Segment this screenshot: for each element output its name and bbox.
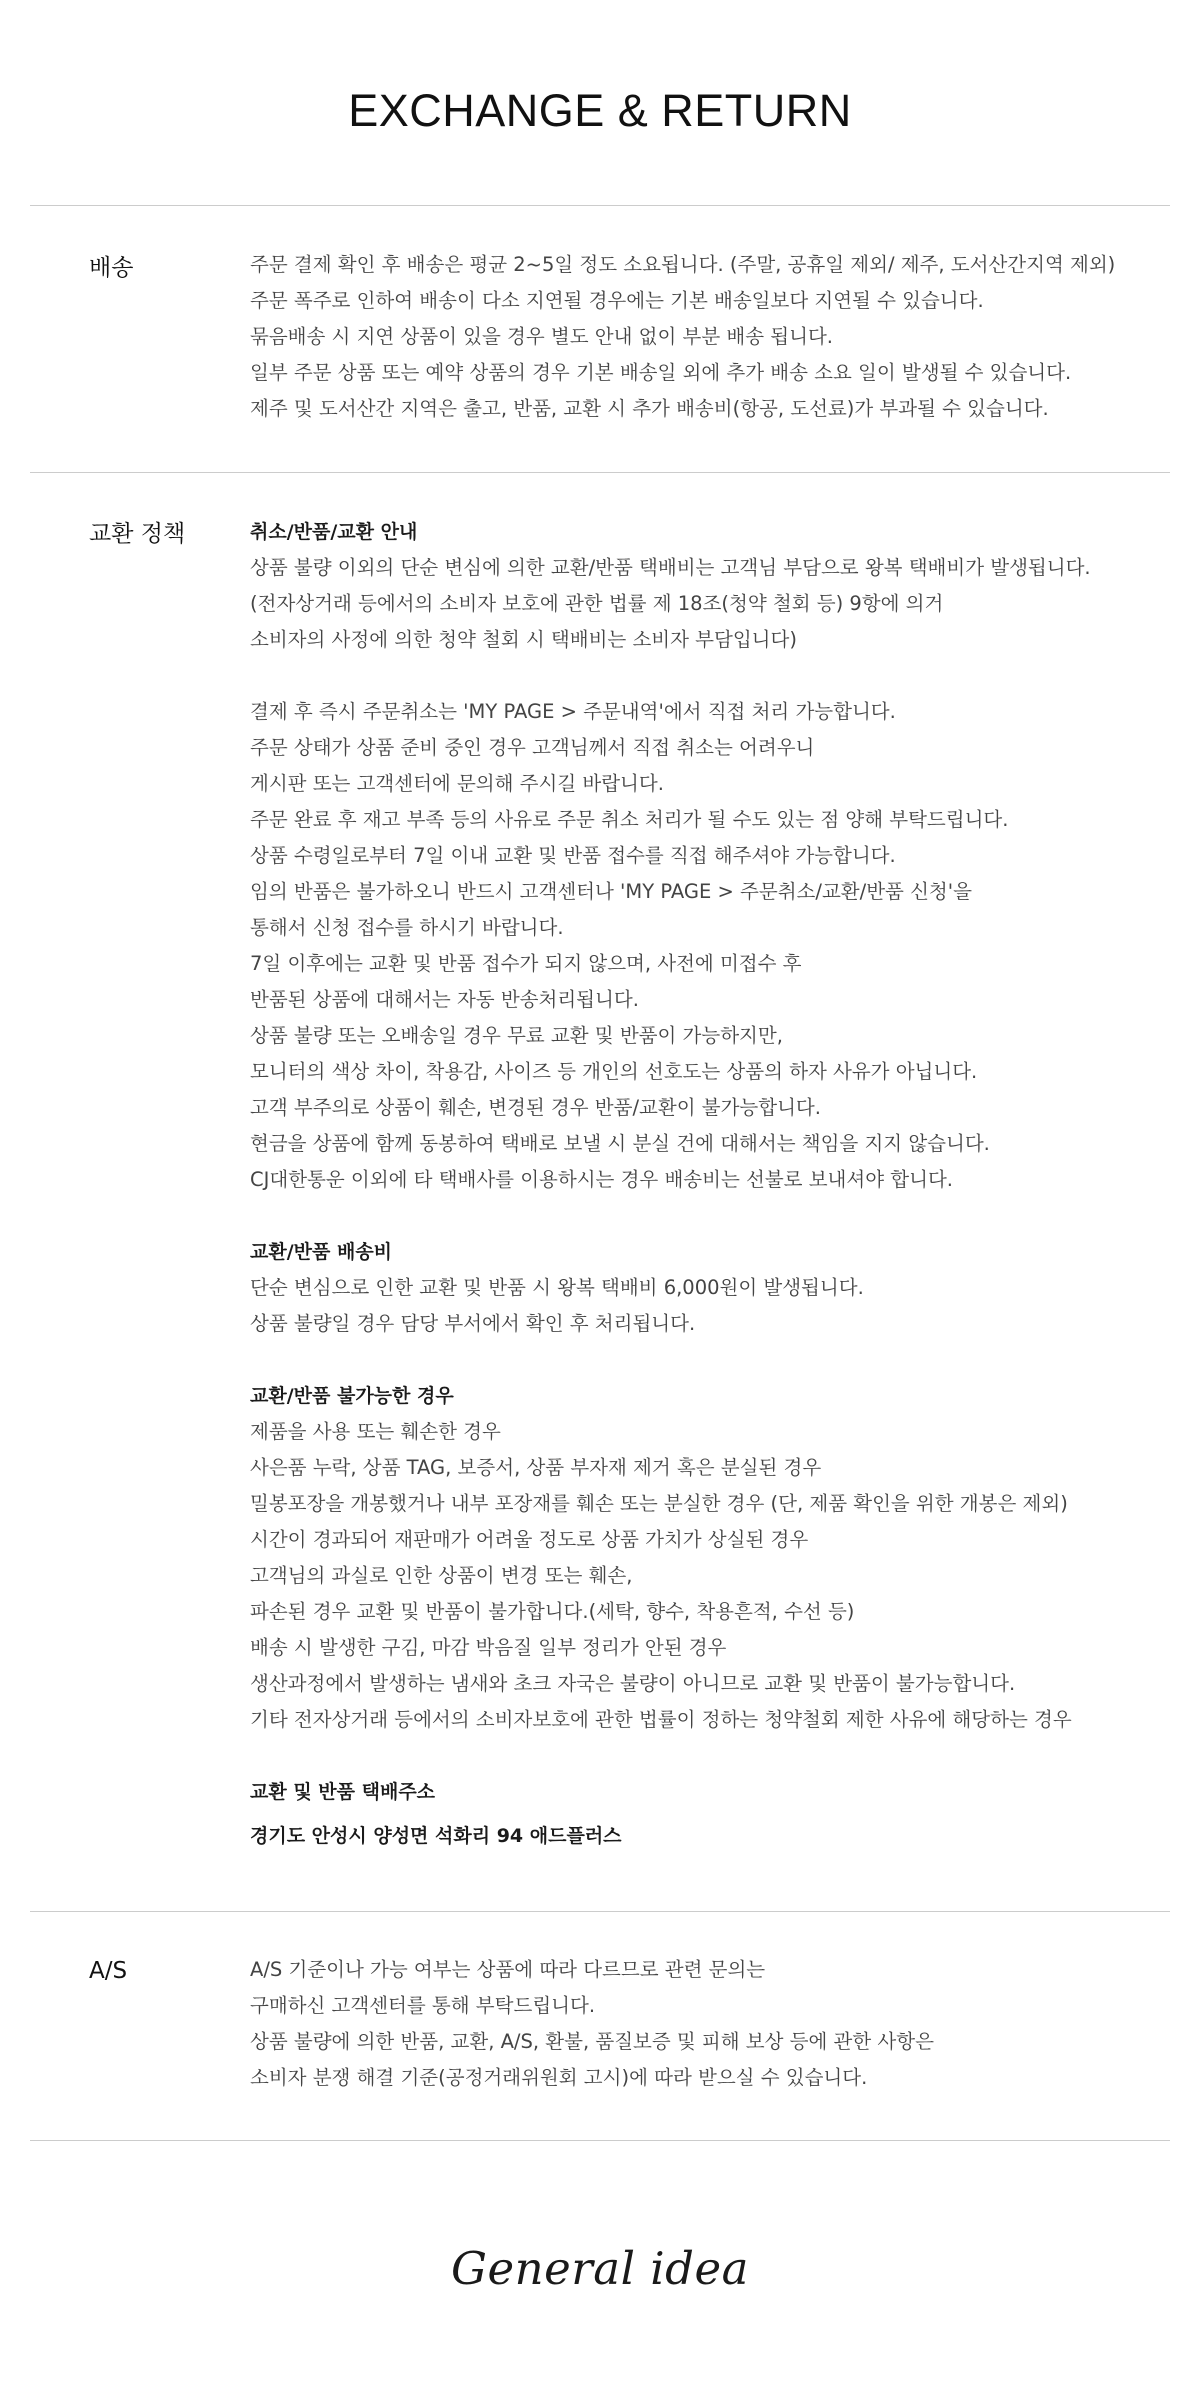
section-label-as: A/S — [89, 1958, 128, 1984]
as-line: A/S 기준이나 가능 여부는 상품에 따라 다르므로 관련 문의는 — [250, 1958, 766, 1981]
unavailable-line: 파손된 경우 교환 및 반품이 불가합니다.(세탁, 향수, 착용흔적, 수선 등) — [250, 1600, 855, 1623]
as-line: 소비자 분쟁 해결 기준(공정거래위원회 고시)에 따라 받으실 수 있습니다. — [250, 2066, 868, 2089]
guide-line: 통해서 신청 접수를 하시기 바랍니다. — [250, 916, 564, 939]
as-content — [250, 1952, 1150, 2096]
page-title: EXCHANGE & RETURN — [348, 85, 852, 136]
as-line: 상품 불량에 의한 반품, 교환, A/S, 환불, 품질보증 및 피해 보상 등에 관한 사항은 — [250, 2030, 934, 2053]
address-heading: 교환 및 반품 택배주소 — [250, 1781, 436, 1803]
guide-line: CJ대한통운 이외에 타 택배사를 이용하시는 경우 배송비는 선불로 보내셔야 합니다. — [250, 1168, 953, 1191]
guide-line: 상품 불량 또는 오배송일 경우 무료 교환 및 반품이 가능하지만, — [250, 1024, 783, 1047]
spacer — [250, 658, 1150, 694]
divider — [30, 1911, 1170, 1912]
guide-line: 반품된 상품에 대해서는 자동 반송처리됩니다. — [250, 988, 639, 1011]
shipping-line: 주문 폭주로 인하여 배송이 다소 지연될 경우에는 기본 배송일보다 지연될 수 있습니다. — [250, 289, 984, 312]
fee-line: 단순 변심으로 인한 교환 및 반품 시 왕복 택배비 6,000원이 발생됩니다. — [250, 1276, 864, 1299]
guide-line: 상품 불량 이외의 단순 변심에 의한 교환/반품 택배비는 고객님 부담으로 왕복 택배비가 발생됩니다. — [250, 556, 1091, 579]
divider — [30, 205, 1170, 206]
unavailable-line: 기타 전자상거래 등에서의 소비자보호에 관한 법률이 정하는 청약철회 제한 사유에 해당하는 경우 — [250, 1708, 1072, 1731]
fee-heading: 교환/반품 배송비 — [250, 1241, 393, 1263]
guide-line: 상품 수령일로부터 7일 이내 교환 및 반품 접수를 직접 해주셔야 가능합니다. — [250, 844, 896, 867]
shipping-line: 묶음배송 시 지연 상품이 있을 경우 별도 안내 없이 부분 배송 됩니다. — [250, 325, 833, 348]
fee-line: 상품 불량일 경우 담당 부서에서 확인 후 처리됩니다. — [250, 1312, 696, 1335]
guide-line: 게시판 또는 고객센터에 문의해 주시길 바랍니다. — [250, 772, 664, 795]
unavailable-line: 시간이 경과되어 재판매가 어려울 정도로 상품 가치가 상실된 경우 — [250, 1528, 809, 1551]
guide-line: 소비자의 사정에 의한 청약 철회 시 택배비는 소비자 부담입니다) — [250, 628, 797, 651]
guide-heading: 취소/반품/교환 안내 — [250, 521, 418, 543]
brand-logo: General idea — [451, 2242, 749, 2295]
guide-line: 임의 반품은 불가하오니 반드시 고객센터나 'MY PAGE > 주문취소/교환/반품 신청'을 — [250, 880, 972, 903]
guide-line: 모니터의 색상 차이, 착용감, 사이즈 등 개인의 선호도는 상품의 하자 사유가 아닙니다. — [250, 1060, 978, 1083]
spacer — [250, 1738, 1150, 1774]
shipping-line: 주문 결제 확인 후 배송은 평균 2~5일 정도 소요됩니다. (주말, 공휴일 제외/ 제주, 도서산간지역 제외) — [250, 253, 1116, 276]
unavailable-heading: 교환/반품 불가능한 경우 — [250, 1385, 454, 1407]
spacer — [250, 1198, 1150, 1234]
return-address: 경기도 안성시 양성면 석화리 94 애드플러스 — [250, 1825, 622, 1847]
exchange-policy-content — [250, 514, 1150, 1854]
unavailable-line: 밀봉포장을 개봉했거나 내부 포장재를 훼손 또는 분실한 경우 (단, 제품 확인을 위한 개봉은 제외) — [250, 1492, 1068, 1515]
guide-line: 현금을 상품에 함께 동봉하여 택배로 보낼 시 분실 건에 대해서는 책임을 지지 않습니다. — [250, 1132, 990, 1155]
spacer — [250, 1810, 1150, 1818]
guide-line: 결제 후 즉시 주문취소는 'MY PAGE > 주문내역'에서 직접 처리 가능합니다. — [250, 700, 896, 723]
guide-line: 주문 완료 후 재고 부족 등의 사유로 주문 취소 처리가 될 수도 있는 점 양해 부탁드립니다. — [250, 808, 1009, 831]
unavailable-line: 제품을 사용 또는 훼손한 경우 — [250, 1420, 501, 1443]
unavailable-line: 생산과정에서 발생하는 냄새와 초크 자국은 불량이 아니므로 교환 및 반품이 불가능합니다. — [250, 1672, 1016, 1695]
as-line: 구매하신 고객센터를 통해 부탁드립니다. — [250, 1994, 596, 2017]
guide-line: 7일 이후에는 교환 및 반품 접수가 되지 않으며, 사전에 미접수 후 — [250, 952, 802, 975]
guide-line: 주문 상태가 상품 준비 중인 경우 고객님께서 직접 취소는 어려우니 — [250, 736, 815, 759]
unavailable-line: 고객님의 과실로 인한 상품이 변경 또는 훼손, — [250, 1564, 633, 1587]
unavailable-line: 사은품 누락, 상품 TAG, 보증서, 상품 부자재 제거 혹은 분실된 경우 — [250, 1456, 822, 1479]
divider — [30, 2140, 1170, 2141]
guide-line: (전자상거래 등에서의 소비자 보호에 관한 법률 제 18조(청약 철회 등) 9항에 의거 — [250, 592, 944, 615]
shipping-line: 제주 및 도서산간 지역은 출고, 반품, 교환 시 추가 배송비(항공, 도선료)가 부과될 수 있습니다. — [250, 397, 1049, 420]
guide-line: 고객 부주의로 상품이 훼손, 변경된 경우 반품/교환이 불가능합니다. — [250, 1096, 821, 1119]
spacer — [250, 1342, 1150, 1378]
unavailable-line: 배송 시 발생한 구김, 마감 박음질 일부 정리가 안된 경우 — [250, 1636, 727, 1659]
shipping-content — [250, 247, 1150, 427]
section-label-exchange-policy: 교환 정책 — [89, 521, 186, 547]
shipping-line: 일부 주문 상품 또는 예약 상품의 경우 기본 배송일 외에 추가 배송 소요 일이 발생될 수 있습니다. — [250, 361, 1072, 384]
section-label-shipping: 배송 — [89, 255, 134, 281]
divider — [30, 472, 1170, 473]
